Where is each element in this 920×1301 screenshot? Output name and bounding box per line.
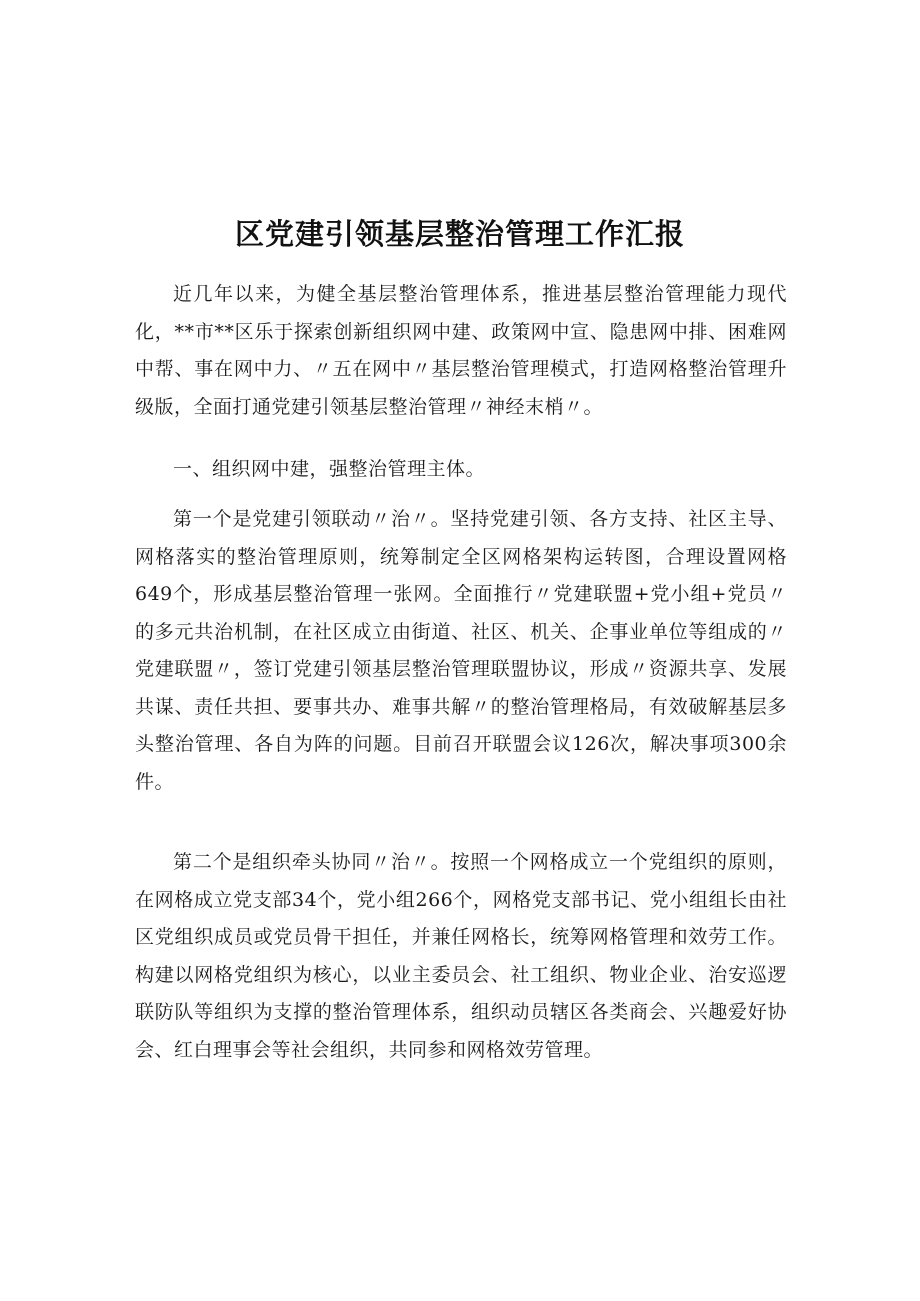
document-title: 区党建引领基层整治管理工作汇报	[234, 217, 685, 251]
paragraph-party-building: 第一个是党建引领联动〃治〃。坚持党建引领、各方支持、社区主导、网格落实的整治管理原则，统筹制定全区网格架构运转图，合理设置网格649个，形成基层整治管理一张网。全面推行〃党建联盟+党小组+党员〃的多元共治机制，在社区成立由街道、社区、机关、企事业单位等组成的〃党建联盟〃，签订党建引领基层整治管理联盟协议，形成〃资源共享、发展共谋、责任共担、要事共办、难事共解〃的整治管理格局，有效破解基层多头整治管理、各自为阵的问题。目前召开联盟会议126次，解决事项300余件。	[135, 508, 787, 793]
paragraph-intro: 近几年以来，为健全基层整治管理体系，推进基层整治管理能力现代化，**市**区乐于探索创新组织网中建、政策网中宣、隐患网中排、困难网中帮、事在网中力、〃五在网中〃基层整治管理模式，打造网格整治管理升级版，全面打通党建引领基层整治管理〃神经末梢〃。	[135, 283, 787, 418]
paragraph-organization: 第二个是组织牵头协同〃治〃。按照一个网格成立一个党组织的原则，在网格成立党支部34个，党小组266个，网格党支部书记、党小组组长由社区党组织成员或党员骨干担任，并兼任网格长，统筹网格管理和效劳工作。构建以网格党组织为核心，以业主委员会、社工组织、物业企业、治安巡逻联防队等组织为支撑的整治管理体系，组织动员辖区各类商会、兴趣爱好协会、红白理事会等社会组织，共同参和网格效劳管理。	[135, 851, 787, 1061]
section-heading-1: 一、组织网中建，强整治管理主体。	[173, 458, 486, 480]
